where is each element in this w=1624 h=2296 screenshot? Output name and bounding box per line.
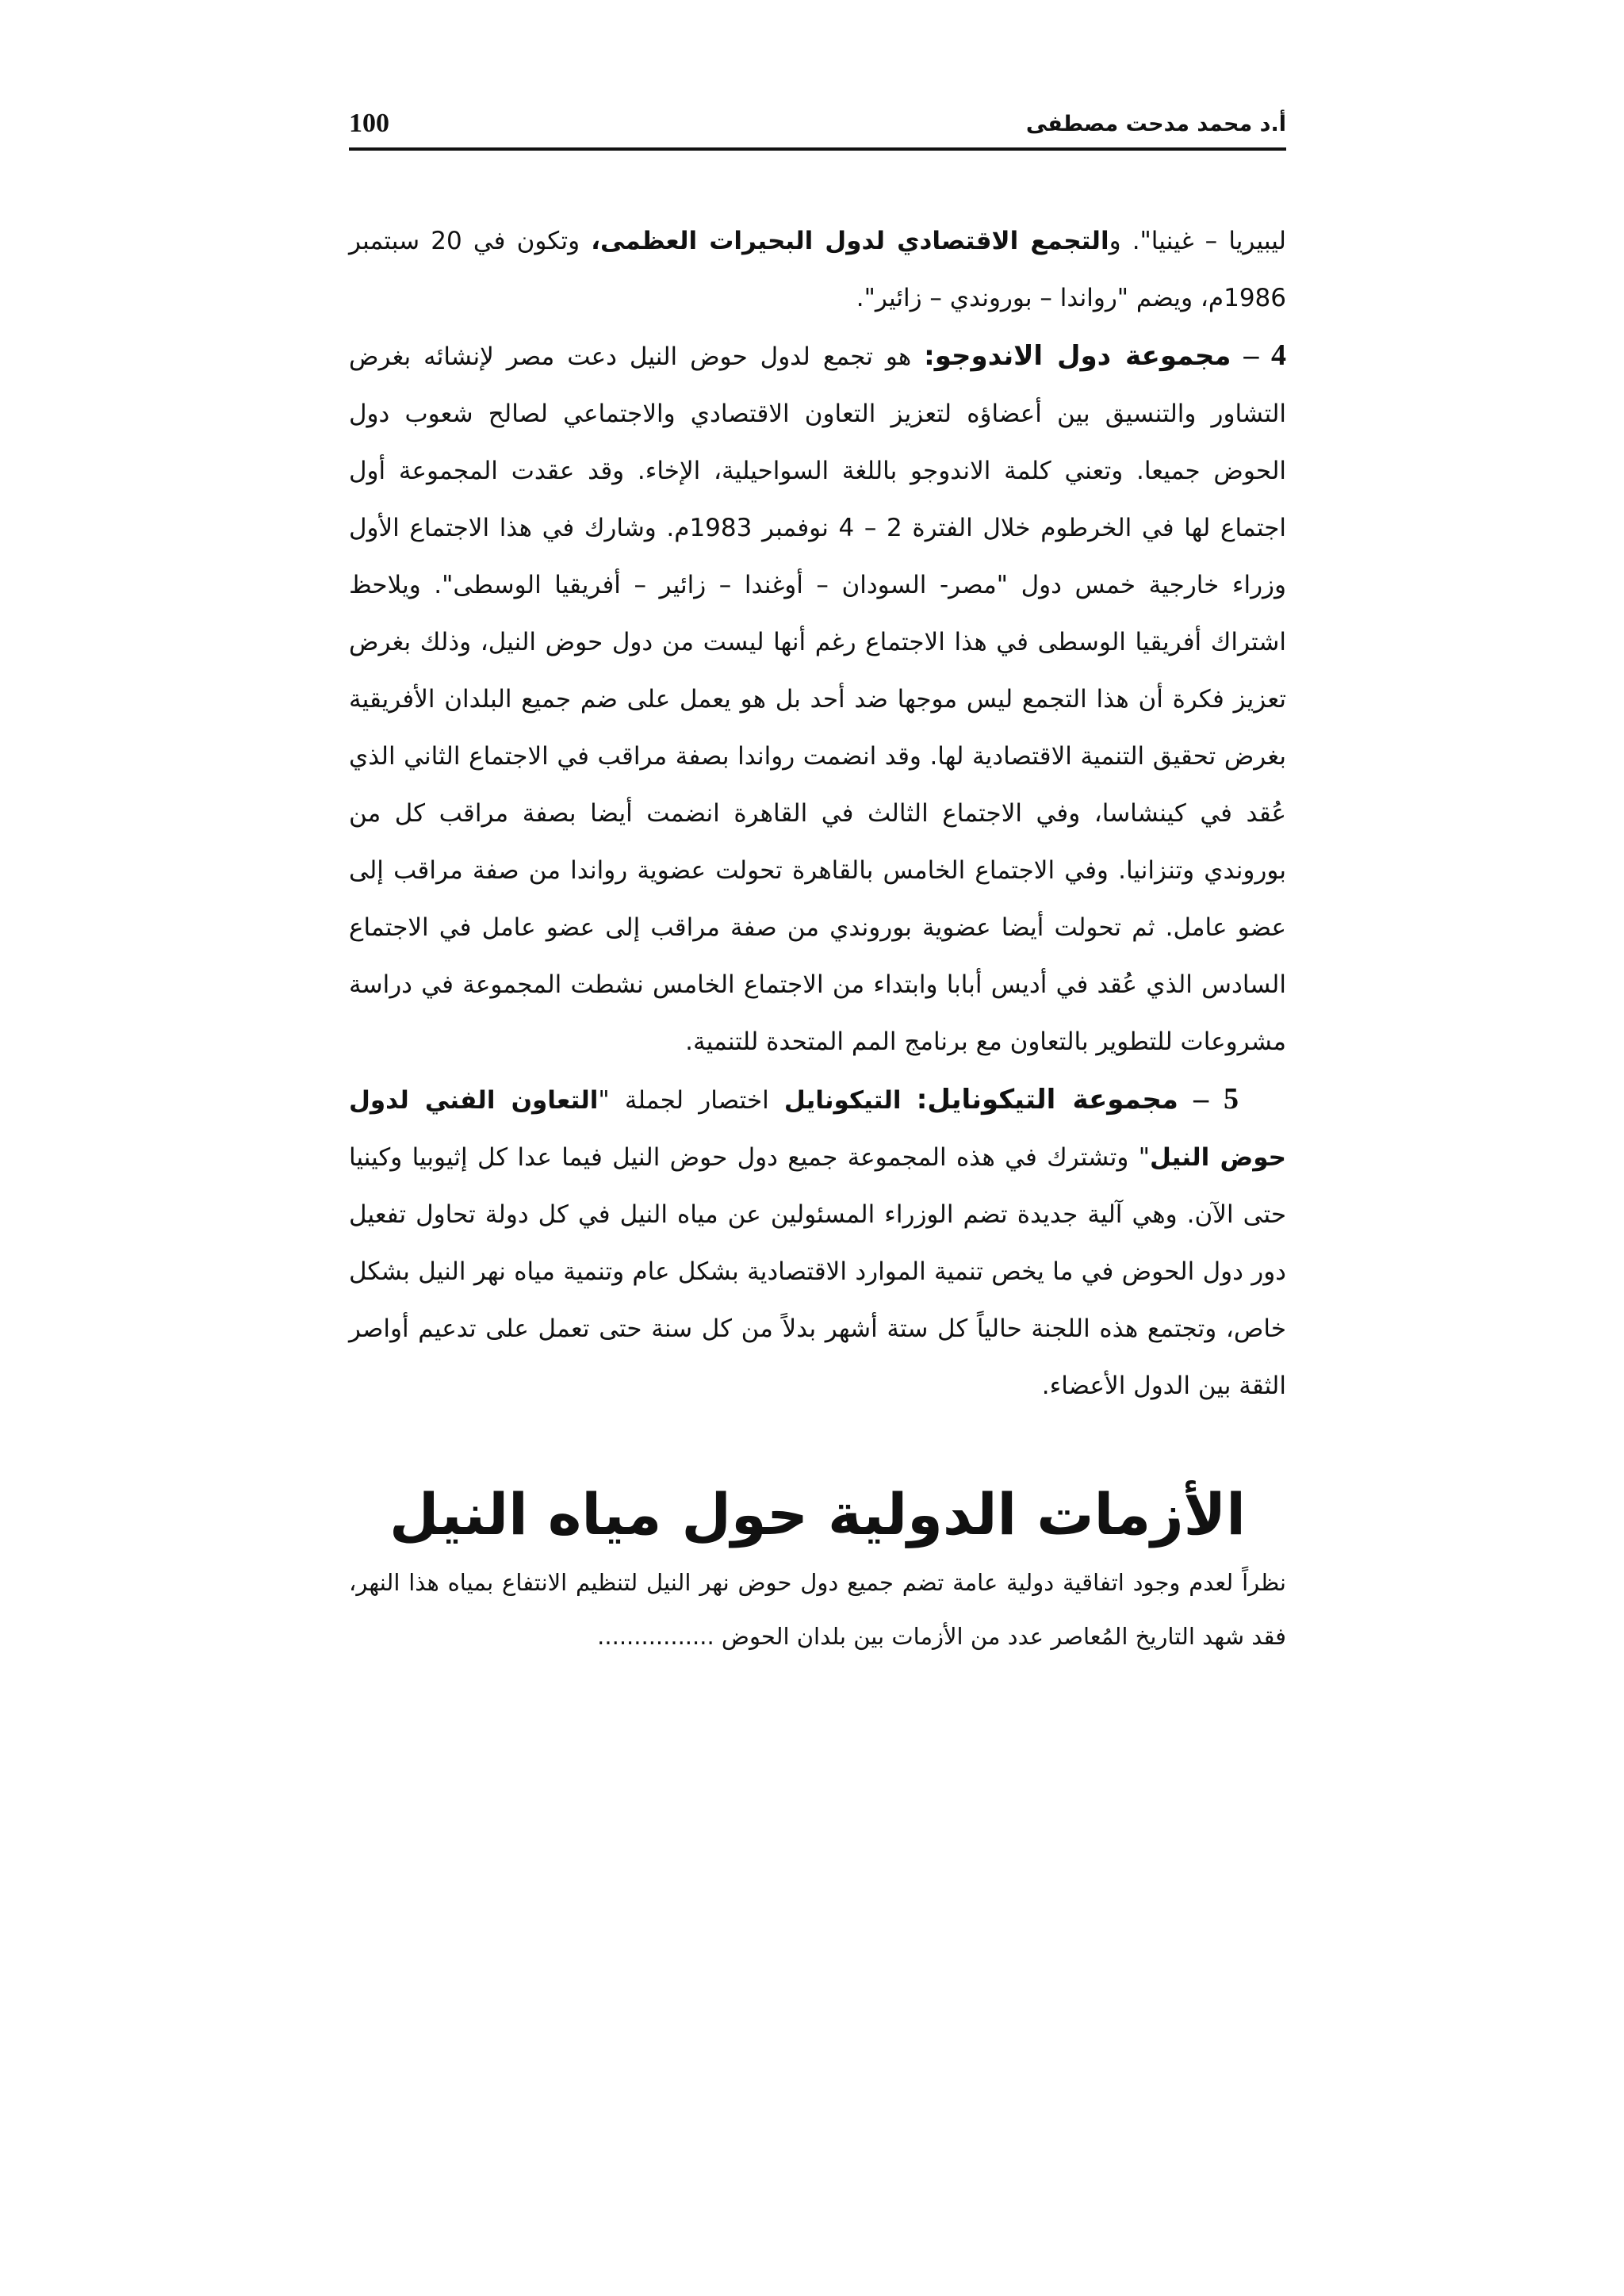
header-rule (349, 147, 1286, 151)
text-run: هو تجمع لدول حوض النيل دعت مصر لإنشائه بغرض التشاور والتنسيق بين أعضاؤه لتعزيز التعاون الاقتصادي والاجتماعي لصالح شعوب دول الحوض جميعا. وتعني كلمة الاندوجو باللغة السواحيلية، الإخاء. وقد عقدت المجموعة أول اجتماع لها في الخرطوم خلال الفترة 2 – 4 نوفمبر 1983م. وشارك في هذا الاجتماع الأول وزراء خارجية خمس دول "مصر- السودان – أوغندا – زائير – أفريقيا الوسطى". ويلاحظ اشتراك أفريقيا الوسطى في هذا الاجتماع رغم أنها ليست من دول حوض النيل، وذلك بغرض تعزيز فكرة أن هذا التجمع ليس موجها ضد أحد بل هو يعمل على ضم جميع البلدان الأفريقية بغرض تحقيق التنمية الاقتصادية لها. وقد انضمت رواندا بصفة مراقب في الاجتماع الثاني الذي عُقد في كينشاسا، وفي الاجتماع الثالث في القاهرة انضمت أيضا بصفة مراقب كل من بوروندي وتنزانيا. وفي الاجتماع الخامس بالقاهرة تحولت عضوية رواندا من صفة مراقب إلى عضو عامل. ثم تحولت أيضا عضوية بوروندي من صفة مراقب إلى عضو عامل في الاجتماع السادس الذي عُقد في أديس أبابا وابتداء من الاجتماع الخامس نشطت المجموعة في دراسة مشروعات للتطوير بالتعاون مع برنامج المم المتحدة للتنمية. (349, 342, 1286, 1056)
item-heading: مجموعة التيكونايل: (916, 1084, 1178, 1115)
paragraph-undugu (349, 327, 1286, 1070)
item-number: 5 – (1193, 1082, 1239, 1115)
body-text (349, 212, 1286, 1414)
bold-term: التيكونايل (783, 1086, 902, 1115)
section-lead-paragraph: نظراً لعدم وجود اتفاقية دولية عامة تضم جميع دول حوض نهر النيل لتنظيم الانتفاع بمياه هذا النهر، فقد شهد التاريخ المُعاصر عدد من الأزمات بين بلدان الحوض ................ (349, 1569, 1286, 1650)
page-number: 100 (349, 109, 389, 138)
bold-phrase: التعاون الفني لدول حوض النيل (349, 1086, 1286, 1172)
paragraph-tecconile (349, 1070, 1286, 1414)
text-run: ليبيريا – غينيا". و (1109, 227, 1287, 255)
author-running-head: أ.د محمد مدحت مصطفى (1025, 111, 1286, 136)
page-header (349, 101, 1286, 146)
text-run: اختصار لجملة " (598, 1086, 784, 1115)
item-number: 4 – (1243, 339, 1287, 372)
text-run: " وتشترك في هذه المجموعة جميع دول حوض النيل فيما عدا كل إثيوبيا وكينيا حتى الآن. وهي آلية جديدة تضم الوزراء المسئولين عن مياه النيل في كل دولة تحاول تفعيل دور دول الحوض في ما يخص تنمية الموارد الاقتصادية بشكل عام وتنمية مياه نهر النيل بشكل خاص، وتجتمع هذه اللجنة حالياً كل ستة أشهر بدلاً من كل سنة حتى تعمل على تدعيم أواصر الثقة بين الدول الأعضاء. (349, 1143, 1286, 1400)
bold-term: التجمع الاقتصادي لدول البحيرات العظمى، (591, 227, 1109, 255)
section-title: الأزمات الدولية حول مياه النيل (389, 1481, 1246, 1548)
item-heading: مجموعة دول الاندوجو: (924, 340, 1231, 372)
text-run: وتكون في 20 سبتمبر 1986م، ويضم "رواندا – بوروندي – زائير". (349, 227, 1286, 312)
paragraph-great-lakes (349, 212, 1286, 327)
